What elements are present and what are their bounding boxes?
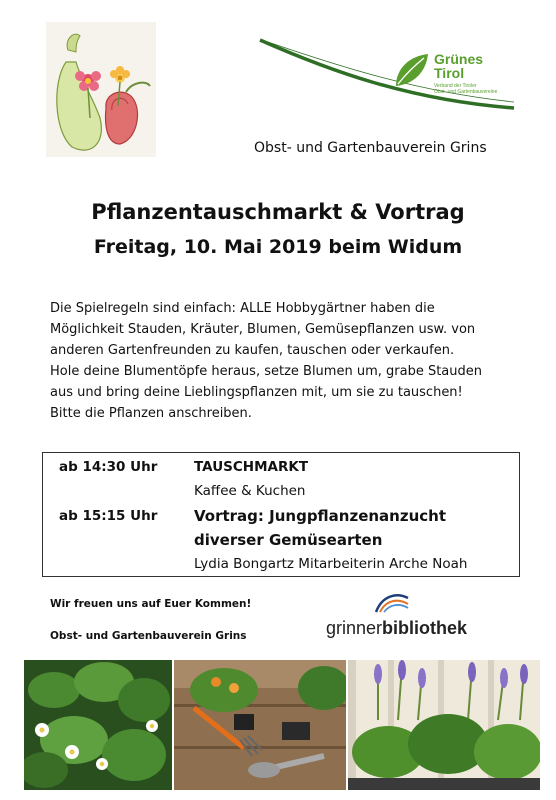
gruenes-tirol-leaf-icon bbox=[392, 50, 432, 90]
library-logo bbox=[326, 618, 467, 639]
gardening-tools-photo bbox=[174, 660, 346, 790]
strawberry-plant-photo bbox=[24, 660, 172, 790]
event-date: Freitag, 10. Mai 2019 beim Widum bbox=[93, 236, 463, 258]
schedule-time-1: ab 14:30 Uhr bbox=[59, 459, 158, 475]
schedule-item-2-speaker: Lydia Bongartz Mitarbeiterin Arche Noah bbox=[194, 556, 468, 572]
intro-line: anderen Gartenfreunden zu kaufen, tauschen oder verkaufen. bbox=[50, 343, 455, 358]
child-drawing-image bbox=[46, 22, 156, 157]
logo-title-line1: Grünes bbox=[434, 51, 484, 67]
organizer-name: Obst- und Gartenbauverein Grins bbox=[254, 140, 487, 156]
intro-line: Die Spielregeln sind einfach: ALLE Hobbygärtner haben die bbox=[50, 301, 435, 316]
schedule-item-2-title-line1: Vortrag: Jungpflanzenanzucht bbox=[194, 507, 447, 525]
intro-line: Hole deine Blumentöpfe heraus, setze Blumen um, grabe Stauden bbox=[50, 364, 482, 379]
intro-paragraph bbox=[50, 298, 530, 424]
library-name-light: grinner bbox=[326, 618, 383, 638]
closing-signature: Obst- und Gartenbauverein Grins bbox=[50, 630, 247, 642]
logo-title-line2: Tirol bbox=[434, 65, 465, 81]
herbs-lavender-photo bbox=[348, 660, 540, 790]
gruenes-tirol-logo bbox=[434, 52, 497, 96]
schedule-time-2: ab 15:15 Uhr bbox=[59, 508, 158, 524]
intro-line: Möglichkeit Stauden, Kräuter, Blumen, Gemüsepflanzen usw. von bbox=[50, 322, 476, 337]
intro-line: aus und bring deine Lieblingspflanzen mit, um sie zu tauschen! bbox=[50, 385, 463, 400]
logo-subtitle-line2: Obst- und Gartenbauvereine bbox=[434, 89, 498, 96]
closing-greeting: Wir freuen uns auf Euer Kommen! bbox=[50, 598, 252, 610]
logo-subtitle-line1: Verband der Tiroler bbox=[434, 83, 477, 89]
intro-line: Bitte die Pflanzen anschreiben. bbox=[50, 406, 252, 421]
schedule-item-1-subtitle: Kaffee & Kuchen bbox=[194, 483, 306, 499]
schedule-item-2-title-line2: diverser Gemüsearten bbox=[194, 531, 383, 549]
schedule-box bbox=[42, 452, 520, 577]
library-book-icon bbox=[372, 586, 412, 616]
schedule-item-1-title: TAUSCHMARKT bbox=[194, 459, 309, 475]
event-title: Pflanzentauschmarkt & Vortrag bbox=[91, 200, 465, 224]
garden-photos bbox=[24, 660, 540, 790]
library-name-bold: bibliothek bbox=[382, 618, 468, 638]
